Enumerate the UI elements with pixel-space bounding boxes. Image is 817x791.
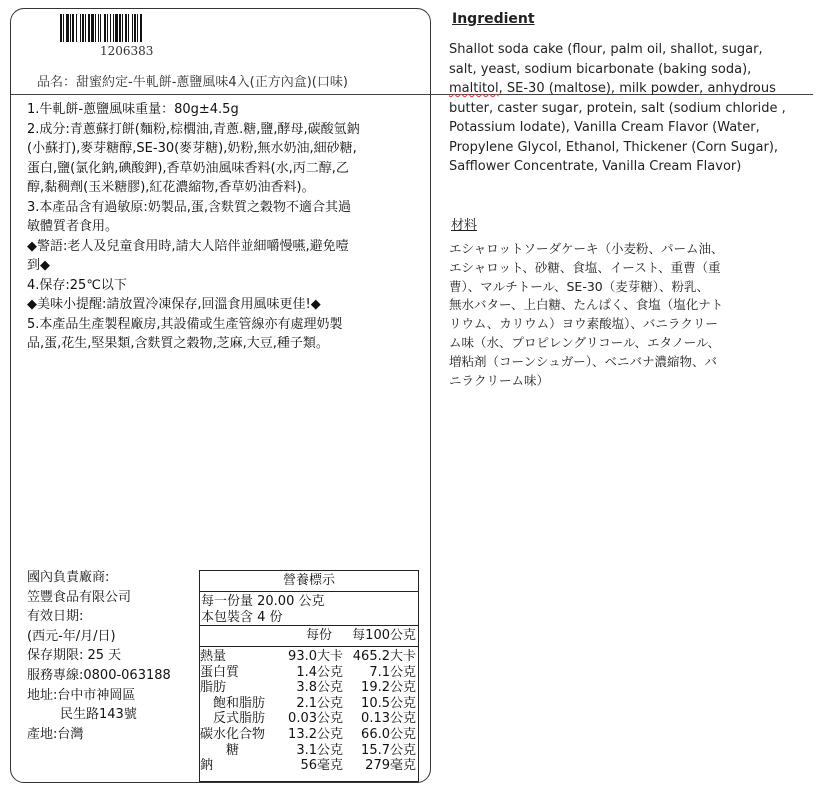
ingredient-line: ニラクリーム味） bbox=[449, 372, 550, 388]
table-row bbox=[200, 665, 418, 681]
spellcheck-word: maltitol bbox=[449, 81, 499, 96]
detail-line: 1.牛軋餅-蔥鹽風味重量：80g±4.5g bbox=[27, 102, 239, 117]
ingredient-line: 無水バター、上白糖、たんぱく、食塩（塩化ナト bbox=[449, 297, 724, 313]
per-serving-value: 3.1公克 bbox=[296, 742, 343, 758]
ingredient-title: Ingredient bbox=[452, 11, 535, 27]
serving-info bbox=[200, 592, 418, 626]
per-serving-value: 93.0大卡 bbox=[288, 649, 343, 664]
origin: 產地:台灣 bbox=[27, 726, 84, 742]
nutrient-name: 反式脂肪 bbox=[200, 711, 266, 727]
barcode-number: 1206383 bbox=[100, 44, 154, 58]
table-row bbox=[200, 696, 418, 712]
ingredient-line: butter, caster sugar, protein, salt (sodium chloride , bbox=[449, 100, 786, 116]
per-100g-value: 19.2公克 bbox=[361, 680, 416, 696]
ingredient-line: リウム、カリウム）ヨウ素酸塩）、バニラクリー bbox=[449, 316, 718, 332]
detail-line: (小蘇打),麥芽糖醇,SE-30(麥芽糖),奶粉,無水奶油,細砂糖, bbox=[27, 141, 357, 156]
detail-line: 蛋白,鹽(氯化鈉,碘酸鉀),香草奶油風味香料(水,丙二醇,乙 bbox=[27, 160, 349, 176]
address-line-2: 民生路143號 bbox=[60, 707, 137, 723]
ingredient-line bbox=[449, 79, 809, 99]
ingredient-line: エシャロットソーダケーキ（小麦粉、パーム油、 bbox=[449, 241, 724, 256]
per-serving-value: 13.2公克 bbox=[288, 726, 343, 742]
ingredient-line: Safflower Concentrate, Vanilla Cream Flavor) bbox=[449, 159, 742, 174]
table-row bbox=[200, 758, 418, 774]
col-per-100g: 每100公克 bbox=[352, 628, 416, 643]
nutrient-name: 蛋白質 bbox=[200, 664, 240, 680]
detail-line: 5.本產品生產製程廠房,其設備或生產管線亦有處理奶製 bbox=[27, 316, 343, 332]
detail-line: 品,蛋,花生,堅果類,含麩質之穀物,芝麻,大豆,種子類。 bbox=[27, 336, 329, 351]
detail-line: 4.保存:25℃以下 bbox=[27, 277, 127, 293]
nutrition-column-headers bbox=[200, 626, 418, 647]
ingredient-line-rest: , SE-30 (maltose), milk powder, anhydrous bbox=[498, 81, 776, 96]
nutrient-name: 脂肪 bbox=[200, 680, 227, 696]
service-hotline: 服務專線:0800-063188 bbox=[27, 667, 171, 683]
detail-line: 2.成分:青蔥蘇打餅(麵粉,棕櫚油,青蔥.糖,鹽,酵母,碳酸氫鈉 bbox=[27, 121, 360, 137]
ingredient-line: salt, yeast, sodium bicarbonate (baking soda), bbox=[449, 61, 752, 77]
nutrition-rows bbox=[200, 647, 418, 774]
materials-title: 材料 bbox=[451, 218, 478, 233]
ingredient-line: Potassium Iodate), Vanilla Cream Flavor (Water, bbox=[449, 120, 760, 135]
ingredient-line: 増粘剤（コーンシュガー）、ベニバナ濃縮物、バ bbox=[449, 353, 717, 369]
serving-size: 每一份量 20.00 公克 bbox=[201, 594, 325, 609]
per-serving-value: 2.1公克 bbox=[296, 695, 343, 711]
detail-line: ◆警語:老人及兒童食用時,請大人陪伴並細嚼慢嚥,避免噎 bbox=[27, 238, 349, 254]
detail-line: 到◆ bbox=[27, 258, 50, 273]
table-row bbox=[200, 711, 418, 727]
address-line-1: 地址:台中市神岡區 bbox=[27, 687, 136, 703]
table-row bbox=[200, 680, 418, 696]
nutrient-name: 熱量 bbox=[200, 649, 227, 664]
ingredient-line: 曹）、マルチトール、SE-30（麦芽糖）、粉乳、 bbox=[449, 278, 709, 294]
table-row bbox=[200, 727, 418, 743]
per-serving-value: 56毫克 bbox=[300, 758, 343, 774]
per-100g-value: 15.7公克 bbox=[361, 742, 416, 758]
detail-line: 敏體質者食用。 bbox=[27, 219, 119, 234]
per-serving-value: 3.8公克 bbox=[296, 680, 343, 696]
responsible-label: 國內負責廠商: bbox=[27, 570, 110, 585]
nutrition-title: 營養標示 bbox=[200, 571, 418, 592]
barcode-bar bbox=[142, 14, 143, 42]
table-row bbox=[200, 743, 418, 759]
ingredient-line: ム味（水、プロピレングリコール、エタノール、 bbox=[449, 334, 720, 350]
nutrient-name: 碳水化合物 bbox=[200, 726, 266, 742]
nutrition-table bbox=[199, 570, 419, 782]
nutrient-name: 鈉 bbox=[200, 758, 214, 774]
nutrient-name: 糖 bbox=[200, 742, 240, 758]
expiry-label: 有效日期: bbox=[27, 609, 84, 625]
per-100g-value: 66.0公克 bbox=[361, 726, 416, 742]
barcode bbox=[60, 14, 190, 42]
detail-line: ◆美味小提醒:請放置冷凍保存,回溫食用風味更佳!◆ bbox=[27, 297, 321, 312]
nutrient-name: 飽和脂肪 bbox=[200, 695, 266, 711]
ingredient-line: Shallot soda cake (flour, palm oil, shallot, sugar, bbox=[449, 42, 763, 57]
manufacturer-info bbox=[27, 568, 171, 744]
per-100g-value: 10.5公克 bbox=[361, 695, 416, 711]
servings-per-pack: 本包裝含 4 份 bbox=[201, 610, 283, 625]
per-100g-value: 279毫克 bbox=[365, 758, 416, 774]
ingredient-japanese bbox=[449, 240, 809, 390]
per-100g-value: 465.2大卡 bbox=[352, 649, 416, 664]
per-100g-value: 0.13公克 bbox=[361, 711, 416, 727]
date-format: (西元-年/月/日) bbox=[27, 628, 116, 644]
company-name: 笠豐食品有限公司 bbox=[27, 589, 132, 605]
ingredient-english bbox=[449, 40, 809, 177]
detail-line: 醇,黏稠劑(玉米糖膠),紅花濃縮物,香草奶油香料)。 bbox=[27, 180, 315, 195]
ingredient-line: エシャロット、砂糖、食塩、イースト、重曹（重 bbox=[449, 259, 721, 275]
detail-line: 3.本產品含有過敏原:奶製品,蛋,含麩質之穀物不適合其過 bbox=[27, 199, 352, 215]
ingredient-line: Propylene Glycol, Ethanol, Thickener (Corn Sugar), bbox=[449, 139, 779, 155]
product-name: 品名：甜蜜約定-牛軋餅-蔥鹽風味4入(正方內盒)(口味) bbox=[37, 75, 348, 90]
per-serving-value: 0.03公克 bbox=[288, 711, 343, 727]
product-details bbox=[27, 100, 422, 354]
table-row bbox=[200, 649, 418, 665]
col-per-serving: 每份 bbox=[305, 628, 332, 643]
shelf-life: 保存期限: 25 天 bbox=[27, 648, 122, 664]
per-100g-value: 7.1公克 bbox=[369, 664, 416, 680]
per-serving-value: 1.4公克 bbox=[296, 664, 343, 680]
